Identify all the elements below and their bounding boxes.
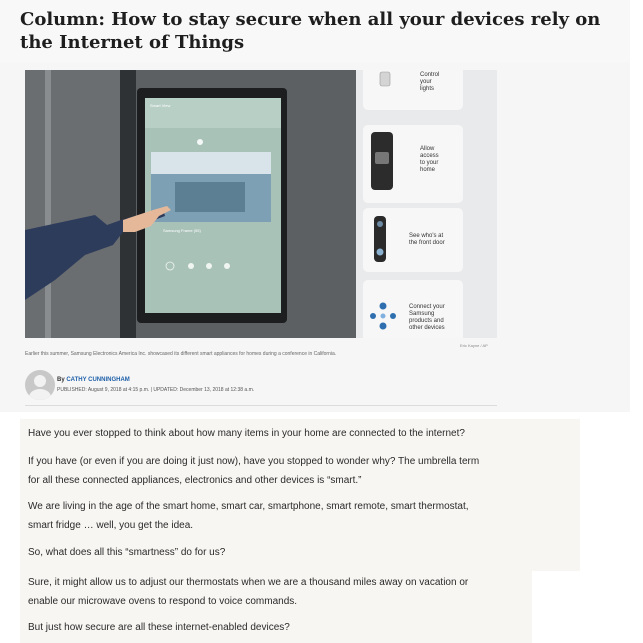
tile-text: access bbox=[420, 153, 439, 159]
doorbell-button-icon bbox=[377, 249, 384, 256]
tile-text: to your bbox=[420, 160, 439, 166]
paragraph-line: If you have (or even if you are doing it just now), have you stopped to wonder why? The umbrella term bbox=[28, 456, 480, 467]
paragraph-line: enable our microwave ovens to respond to voice commands. bbox=[28, 596, 298, 607]
paragraph-line: Sure, it might allow us to adjust our thermostats when we are a thousand miles away on vacation or bbox=[28, 577, 469, 588]
published-dates: PUBLISHED: August 9, 2018 at 4:15 p.m. | UPDATED: December 13, 2018 at 12:38 a.m. bbox=[57, 387, 255, 393]
paragraph-line: But just how secure are all these internet-enabled devices? bbox=[28, 622, 290, 633]
screen-indicator-dot bbox=[197, 139, 203, 145]
byline bbox=[57, 377, 130, 383]
tile-text: lights bbox=[420, 86, 435, 92]
photo-caption: Earlier this summer, Samsung Electronics America Inc. showcased its different smart appliances for homes during a conference in California. bbox=[25, 351, 337, 357]
smart-lock-keypad-icon bbox=[375, 152, 389, 164]
author-link[interactable]: CATHY CUNNINGHAM bbox=[66, 377, 130, 383]
paragraph-line: for all these connected appliances, electronics and other devices is “smart.” bbox=[28, 475, 362, 486]
byline-prefix: By bbox=[57, 377, 65, 383]
avatar-head-icon bbox=[34, 375, 46, 387]
screen-control-icon bbox=[224, 263, 230, 269]
screen-room-wall bbox=[151, 152, 271, 174]
article-headline: Column: How to stay secure when all your devices rely on the Internet of Things bbox=[20, 9, 601, 53]
doorbell-camera-icon bbox=[377, 221, 383, 227]
network-node-icon bbox=[380, 303, 387, 310]
tile-text: Samsung bbox=[409, 311, 435, 317]
light-switch-icon bbox=[380, 72, 390, 86]
screen-device-label: Samsung Frame (55) bbox=[163, 228, 201, 233]
screen-control-icon bbox=[188, 263, 194, 269]
tile-text: See who's at bbox=[409, 233, 444, 239]
screen-room-counter bbox=[175, 182, 245, 212]
paragraph bbox=[28, 452, 479, 490]
fridge-door-gap bbox=[120, 70, 136, 338]
tile-text: home bbox=[420, 167, 436, 173]
paragraph bbox=[28, 543, 225, 562]
smart-fridge-illustration bbox=[25, 70, 497, 338]
feature-tile-lights bbox=[363, 70, 463, 110]
paragraph-line: smart fridge … well, you get the idea. bbox=[28, 520, 194, 531]
screen-title: Smart View bbox=[150, 103, 171, 108]
photo-credit: Eric Kayne / AP bbox=[460, 343, 488, 348]
paragraph bbox=[28, 424, 465, 443]
paragraph bbox=[28, 573, 468, 611]
paragraph bbox=[28, 497, 469, 535]
network-node-icon bbox=[370, 313, 376, 319]
network-node-icon bbox=[390, 313, 396, 319]
tile-text: Control bbox=[420, 72, 440, 78]
paragraph-line: So, what does all this “smartness” do for us? bbox=[28, 547, 226, 558]
paragraph-line: Have you ever stopped to think about how many items in your home are connected to the internet? bbox=[28, 428, 465, 439]
author-divider bbox=[25, 405, 497, 406]
fridge-left-door bbox=[25, 70, 130, 338]
network-hub-icon bbox=[381, 314, 386, 319]
fridge-left-handle bbox=[45, 70, 51, 338]
author-row bbox=[25, 367, 497, 407]
tile-text: Connect your bbox=[409, 304, 445, 310]
tile-text: the front door bbox=[409, 240, 445, 246]
author-avatar bbox=[25, 370, 55, 400]
tile-text: Allow bbox=[420, 146, 435, 152]
article-photo bbox=[25, 70, 497, 338]
avatar-body-icon bbox=[29, 389, 51, 400]
tile-text: your bbox=[420, 79, 432, 85]
network-node-icon bbox=[380, 323, 387, 330]
tile-text: other devices bbox=[409, 325, 445, 331]
paragraph bbox=[28, 618, 290, 637]
paragraph-line: We are living in the age of the smart home, smart car, smartphone, smart remote, smart thermostat, bbox=[28, 501, 469, 512]
screen-control-icon bbox=[206, 263, 212, 269]
tile-text: products and bbox=[409, 318, 444, 324]
